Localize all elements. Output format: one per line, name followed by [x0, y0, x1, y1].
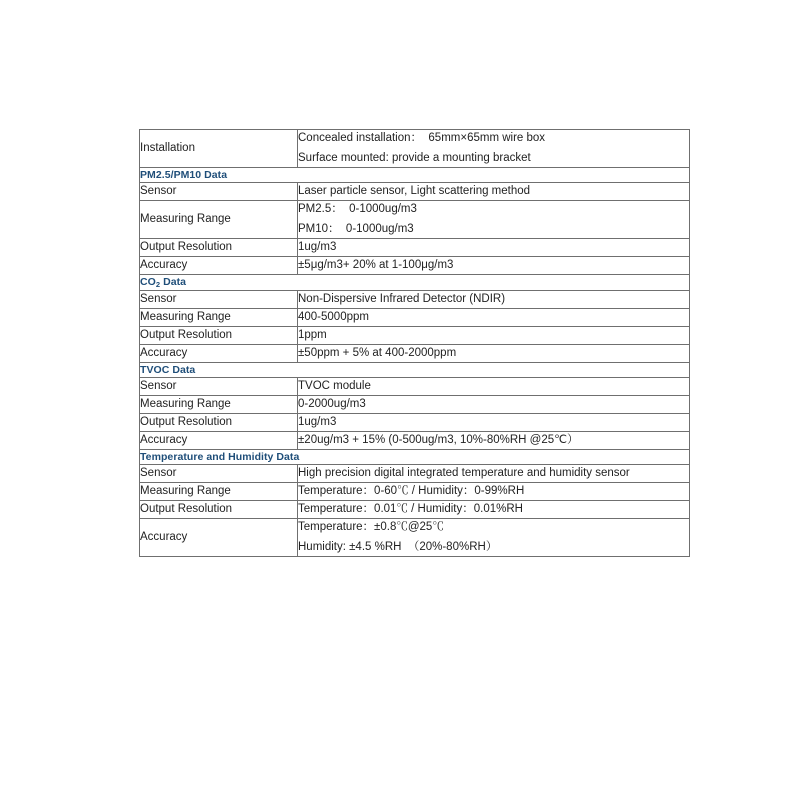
- value-line: ±5μg/m3+ 20% at 1-100μg/m3: [298, 259, 454, 271]
- row-label: Accuracy: [140, 432, 298, 450]
- section-header-label: Temperature and Humidity Data: [140, 450, 690, 465]
- table-row: [140, 239, 690, 257]
- section-header-row: [140, 363, 690, 378]
- row-label: Accuracy: [140, 345, 298, 363]
- row-value: [298, 483, 690, 501]
- row-label: Output Resolution: [140, 414, 298, 432]
- row-label: Output Resolution: [140, 239, 298, 257]
- table-body: [140, 130, 690, 557]
- row-label: Output Resolution: [140, 501, 298, 519]
- row-label: Measuring Range: [140, 309, 298, 327]
- row-label: Accuracy: [140, 519, 298, 557]
- row-value: [298, 327, 690, 345]
- value-line: Humidity: ±4.5 %RH （20%-80%RH）: [298, 541, 498, 553]
- section-header-row: [140, 168, 690, 183]
- row-value: [298, 201, 690, 239]
- row-value: [298, 183, 690, 201]
- row-value: [298, 345, 690, 363]
- table-row: [140, 291, 690, 309]
- table-row: [140, 130, 690, 168]
- value-line: Concealed installation： 65mm×65mm wire box: [298, 132, 546, 144]
- row-value: [298, 130, 690, 168]
- value-line: Temperature：±0.8℃@25℃: [298, 521, 444, 533]
- value-line: 0-2000ug/m3: [298, 398, 366, 410]
- table-row: [140, 414, 690, 432]
- row-value: [298, 414, 690, 432]
- section-header-row: [140, 450, 690, 465]
- value-line: Laser particle sensor, Light scattering method: [298, 185, 531, 197]
- row-label: Measuring Range: [140, 483, 298, 501]
- row-label: Sensor: [140, 465, 298, 483]
- value-line: Temperature：0-60℃ / Humidity：0-99%RH: [298, 485, 525, 497]
- value-line: High precision digital integrated temperature and humidity sensor: [298, 467, 630, 479]
- table-row: [140, 309, 690, 327]
- row-value: [298, 519, 690, 557]
- row-value: [298, 501, 690, 519]
- value-line: Temperature：0.01℃ / Humidity：0.01%RH: [298, 503, 523, 515]
- value-line: PM2.5： 0-1000ug/m3: [298, 203, 417, 215]
- row-value: [298, 309, 690, 327]
- table-row: [140, 201, 690, 239]
- section-header-label: TVOC Data: [140, 363, 690, 378]
- value-line: 1ug/m3: [298, 241, 337, 253]
- row-value: [298, 465, 690, 483]
- value-line: 1ppm: [298, 329, 327, 341]
- row-value: [298, 432, 690, 450]
- table-row: [140, 327, 690, 345]
- table-row: [140, 432, 690, 450]
- table-row: [140, 396, 690, 414]
- row-value: [298, 378, 690, 396]
- row-label: Output Resolution: [140, 327, 298, 345]
- table-row: [140, 345, 690, 363]
- row-label: Sensor: [140, 183, 298, 201]
- row-label: Sensor: [140, 378, 298, 396]
- table-row: [140, 183, 690, 201]
- row-value: [298, 257, 690, 275]
- row-label: Measuring Range: [140, 396, 298, 414]
- row-label: Installation: [140, 130, 298, 168]
- table-row: [140, 483, 690, 501]
- value-line: 1ug/m3: [298, 416, 337, 428]
- row-label: Measuring Range: [140, 201, 298, 239]
- value-line: PM10： 0-1000ug/m3: [298, 223, 414, 235]
- table-row: [140, 519, 690, 557]
- value-line: ±50ppm + 5% at 400-2000ppm: [298, 347, 457, 359]
- row-value: [298, 291, 690, 309]
- table-row: [140, 465, 690, 483]
- value-line: ±20ug/m3 + 15% (0-500ug/m3, 10%-80%RH @25℃）: [298, 434, 579, 446]
- table-row: [140, 378, 690, 396]
- value-line: Surface mounted: provide a mounting bracket: [298, 152, 531, 164]
- specification-table: [139, 129, 690, 557]
- spec-sheet: [139, 129, 690, 557]
- table-row: [140, 501, 690, 519]
- row-value: [298, 239, 690, 257]
- value-line: Non-Dispersive Infrared Detector (NDIR): [298, 293, 506, 305]
- value-line: TVOC module: [298, 380, 371, 392]
- row-label: Sensor: [140, 291, 298, 309]
- section-header-label: PM2.5/PM10 Data: [140, 168, 690, 183]
- table-row: [140, 257, 690, 275]
- row-label: Accuracy: [140, 257, 298, 275]
- value-line: 400-5000ppm: [298, 311, 369, 323]
- section-header-row: [140, 275, 690, 291]
- row-value: [298, 396, 690, 414]
- section-header-label: $CO_2$ Data: [140, 275, 690, 291]
